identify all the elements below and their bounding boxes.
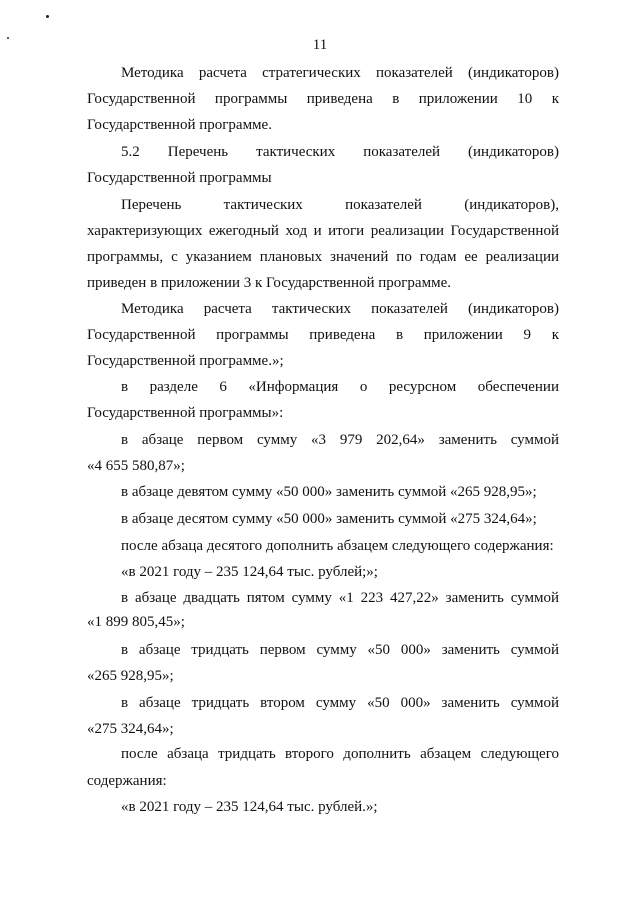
paragraph-line: «1 899 805,45»; xyxy=(87,614,185,630)
section-heading: 5.2 Перечень тактических показателей (индикаторов) xyxy=(121,144,559,160)
paragraph-line: «в 2021 году – 235 124,64 тыс. рублей;»; xyxy=(121,564,378,580)
paragraph-line: в абзаце тридцать первом сумму «50 000» заменить суммой xyxy=(121,642,559,658)
paragraph-line: в абзаце двадцать пятом сумму «1 223 427,22» заменить суммой xyxy=(121,590,559,606)
paragraph-line: Методика расчета тактических показателей (индикаторов) xyxy=(121,301,559,317)
paragraph-line: после абзаца десятого дополнить абзацем следующего содержания: xyxy=(121,538,554,554)
paragraph-line: Государственной программе. xyxy=(87,117,272,133)
paragraph-line: программы, с указанием плановых значений по годам ее реализации xyxy=(87,249,559,265)
paragraph-line: в абзаце первом сумму «3 979 202,64» заменить суммой xyxy=(121,432,559,448)
paragraph-line: после абзаца тридцать второго дополнить абзацем следующего xyxy=(121,746,559,762)
paragraph-line: в абзаце тридцать втором сумму «50 000» заменить суммой xyxy=(121,695,559,711)
paragraph-line: Перечень тактических показателей (индикаторов), xyxy=(121,197,559,213)
page-number: 11 xyxy=(312,37,328,53)
paragraph-line: Методика расчета стратегических показателей (индикаторов) xyxy=(121,65,559,81)
section-heading: Государственной программы xyxy=(87,170,272,186)
paragraph-line: характеризующих ежегодный ход и итоги реализации Государственной xyxy=(87,223,559,239)
paragraph-line: приведен в приложении 3 к Государственной программе. xyxy=(87,275,451,291)
paragraph-line: «275 324,64»; xyxy=(87,721,174,737)
scan-speck xyxy=(46,15,49,18)
paragraph-line: «4 655 580,87»; xyxy=(87,458,185,474)
paragraph-line: Государственной программы»: xyxy=(87,405,284,421)
paragraph-line: Государственной программы приведена в приложении 9 к xyxy=(87,327,559,343)
paragraph-line: в разделе 6 «Информация о ресурсном обеспечении xyxy=(121,379,559,395)
paragraph-line: «в 2021 году – 235 124,64 тыс. рублей.»; xyxy=(121,799,378,815)
paragraph-line: в абзаце девятом сумму «50 000» заменить суммой «265 928,95»; xyxy=(121,484,537,500)
paragraph-line: Государственной программе.»; xyxy=(87,353,284,369)
paragraph-line: содержания: xyxy=(87,773,167,789)
paragraph-line: Государственной программы приведена в приложении 10 к xyxy=(87,91,559,107)
paragraph-line: «265 928,95»; xyxy=(87,668,174,684)
paragraph-line: в абзаце десятом сумму «50 000» заменить суммой «275 324,64»; xyxy=(121,511,537,527)
